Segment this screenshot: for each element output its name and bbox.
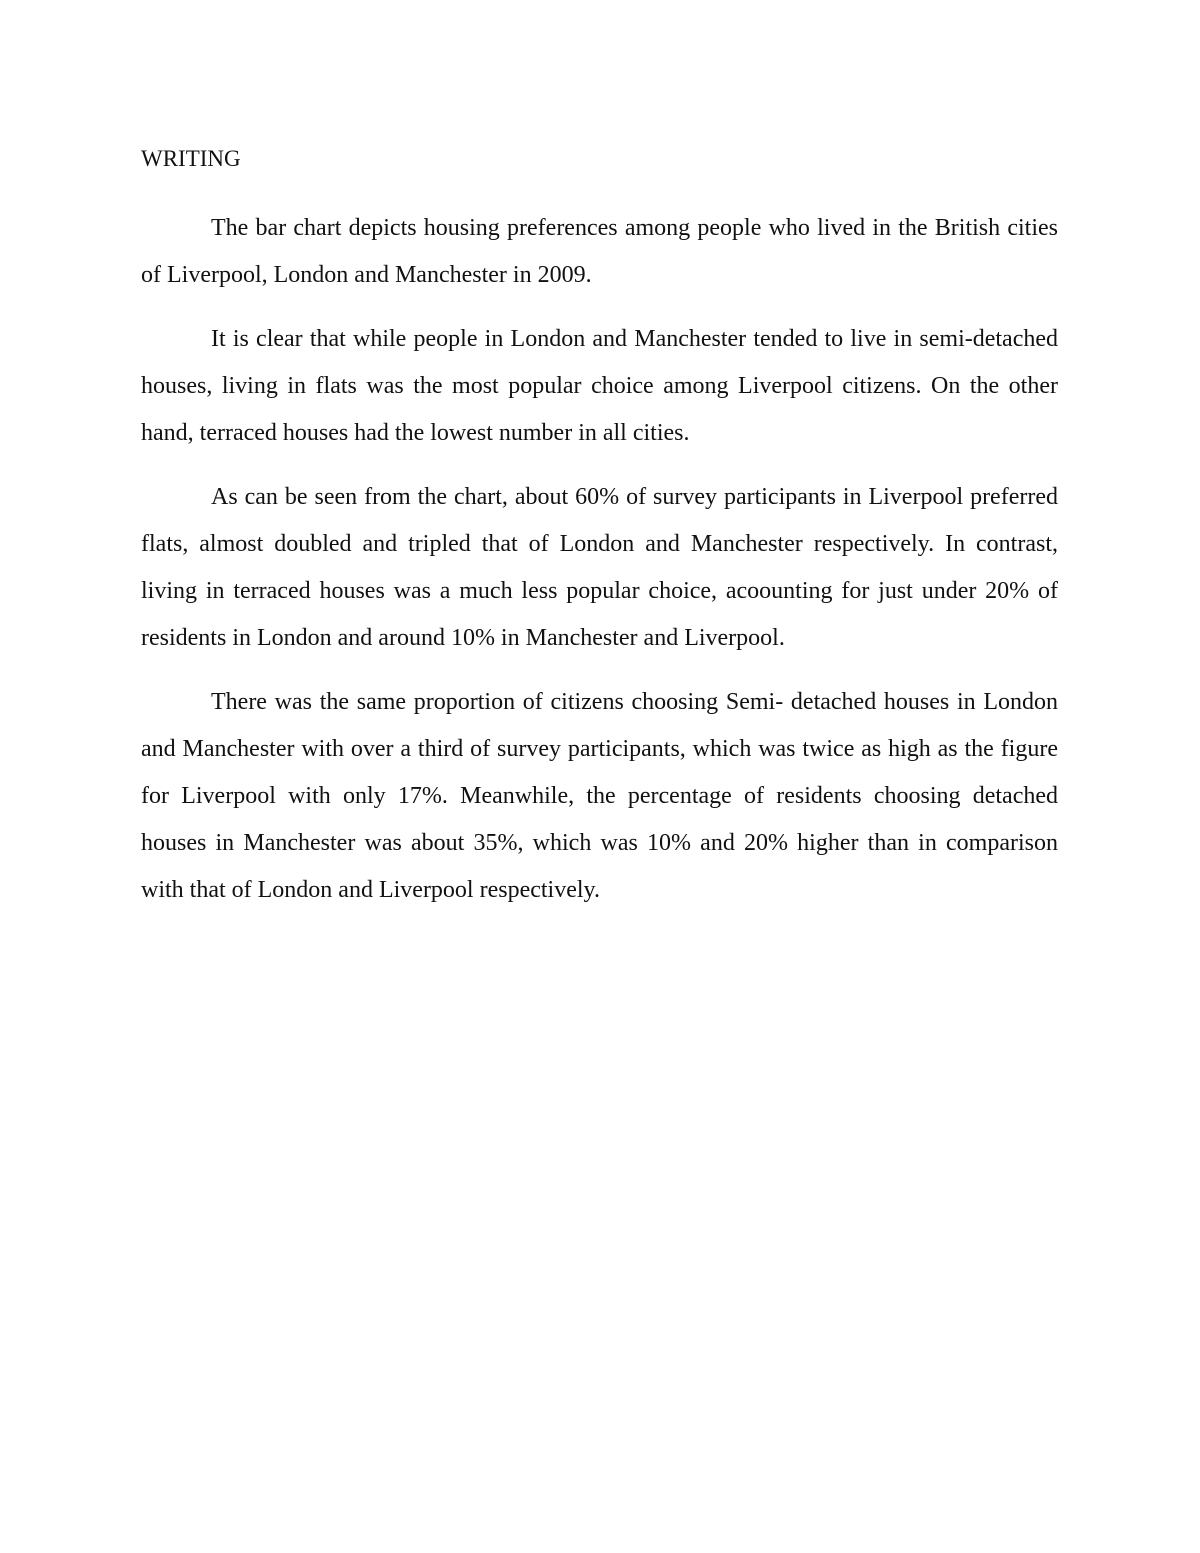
document-heading: WRITING — [141, 146, 241, 171]
paragraph-introduction: The bar chart depicts housing preferences among people who lived in the British cities of Liverpool, London and Manchester in 2009. — [141, 215, 1058, 288]
document-body — [141, 143, 1058, 931]
paragraph-body-flats-terraced: As can be seen from the chart, about 60% of survey participants in Liverpool preferred flats, almost doubled and tripled that of London and Manchester respectively. In contrast, living in terraced houses was a much less popular choice, acoounting for just under 20% of residents in London and around 10% in Manchester and Liverpool. — [141, 484, 1058, 651]
paragraph-overview: It is clear that while people in London and Manchester tended to live in semi-detached houses, living in flats was the most popular choice among Liverpool citizens. On the other hand, terraced houses had the lowest number in all cities. — [141, 326, 1058, 446]
paragraph-body-semi-detached: There was the same proportion of citizens choosing Semi- detached houses in London and Manchester with over a third of survey participants, which was twice as high as the figure for Liverpool with only 17%. Meanwhile, the percentage of residents choosing detached houses in Manchester was about 35%, which was 10% and 20% higher than in comparison with that of London and Liverpool respectively. — [141, 689, 1058, 903]
